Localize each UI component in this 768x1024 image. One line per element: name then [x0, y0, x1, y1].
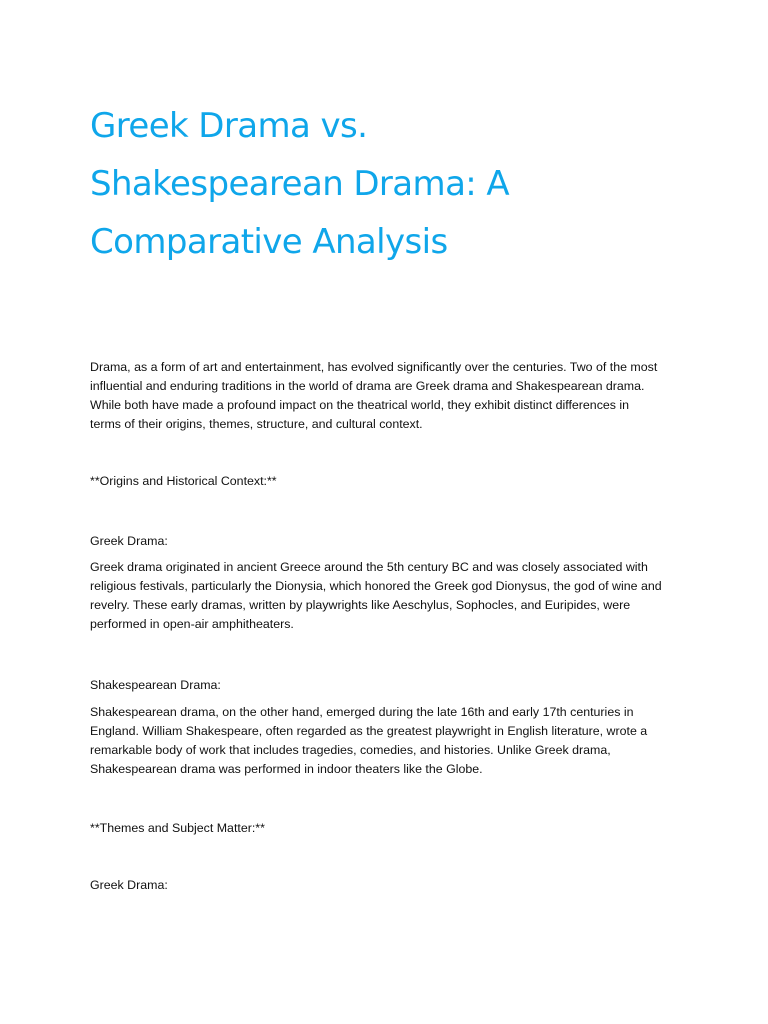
subheading-shakespearean-drama: Shakespearean Drama: — [90, 678, 221, 692]
shakespeare-origins-paragraph — [90, 703, 690, 779]
text-line: Drama, as a form of art and entertainment, has evolved significantly over the centuries. Two of the most — [90, 360, 658, 374]
title-line: Comparative Analysis — [90, 222, 448, 262]
section-heading-themes: **Themes and Subject Matter:** — [90, 821, 265, 835]
text-line: revelry. These early dramas, written by playwrights like Aeschylus, Sophocles, and Euripides, were — [90, 597, 631, 612]
subheading-greek-drama-2: Greek Drama: — [90, 878, 168, 892]
text-line: remarkable body of work that includes tragedies, comedies, and histories. Unlike Greek drama, — [90, 742, 611, 757]
title-line: Shakespearean Drama: A — [90, 164, 510, 204]
intro-paragraph — [90, 358, 690, 434]
subheading-greek-drama: Greek Drama: — [90, 534, 168, 548]
title-line: Greek Drama vs. — [90, 106, 368, 146]
text-line: While both have made a profound impact on the theatrical world, they exhibit distinct differences in — [90, 397, 630, 412]
text-line: performed in open-air amphitheaters. — [90, 616, 294, 631]
section-heading-origins: **Origins and Historical Context:** — [90, 474, 277, 488]
text-line: Shakespearean drama, on the other hand, emerged during the late 16th and early 17th centuries in — [90, 705, 634, 719]
text-line: terms of their origins, themes, structure, and cultural context. — [90, 416, 423, 431]
document-title — [90, 97, 710, 271]
text-line: religious festivals, particularly the Dionysia, which honored the Greek god Dionysus, the god of wine and — [90, 578, 662, 593]
text-line: Shakespearean drama was performed in indoor theaters like the Globe. — [90, 761, 483, 776]
text-line: England. William Shakespeare, often regarded as the greatest playwright in English literature, wrote a — [90, 723, 648, 738]
text-line: Greek drama originated in ancient Greece around the 5th century BC and was closely associated with — [90, 560, 648, 574]
greek-origins-paragraph — [90, 558, 690, 634]
text-line: influential and enduring traditions in the world of drama are Greek drama and Shakespearean drama. — [90, 378, 645, 393]
